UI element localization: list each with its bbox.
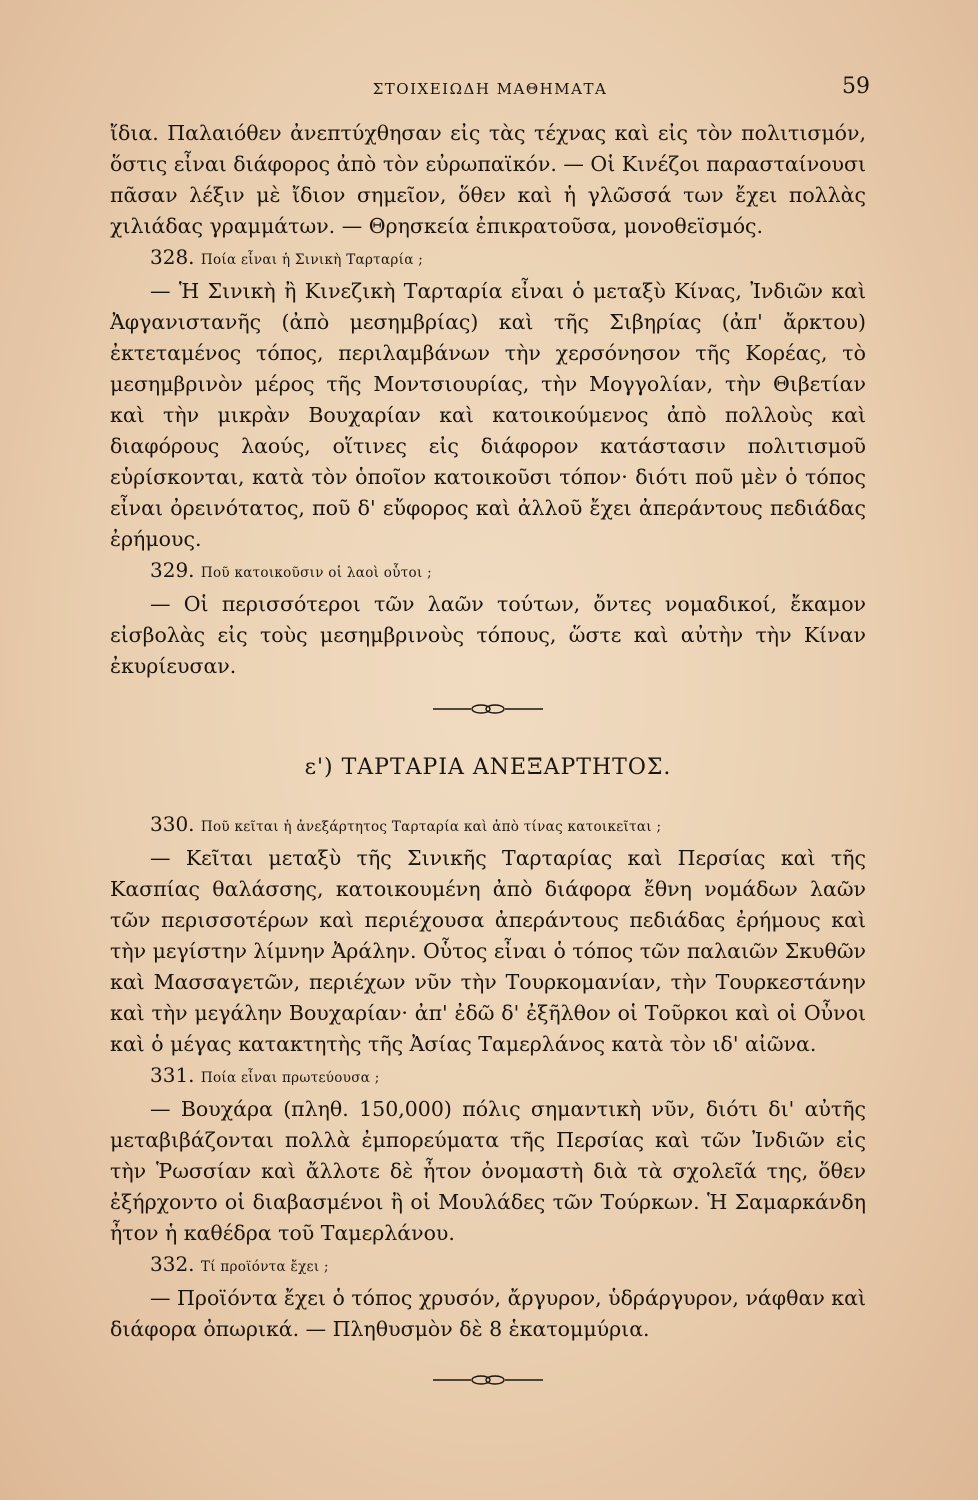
question-text: Ποῦ κατοικοῦσιν οἱ λαοὶ οὗτοι ; [200,565,432,581]
question-328 [110,242,866,276]
question-number: 330. [150,812,195,836]
question-text: Ποία εἶναι πρωτεύουσα ; [200,1070,380,1086]
question-331 [110,1060,866,1094]
continuation-paragraph: ἴδια. Παλαιόθεν ἀνεπτύχθησαν εἰς τὰς τέχνας καὶ εἰς τὸν πολιτισμόν, ὅστις εἶναι διάφορος ἀπὸ τὸν εὐρωπαϊκόν. — Οἱ Κινέζοι παρασταίνουσι πᾶσαν λέξιν μὲ ἴδιον σημεῖον, ὅθεν καὶ ἡ γλῶσσά των ἔχει πολλὰς χιλιάδας γραμμάτων. — Θρησκεία ἐπικρατοῦσα, μονοθεϊσμός. [110,121,866,238]
answer-330: — Κεῖται μεταξὺ τῆς Σινικῆς Ταρταρίας καὶ Περσίας καὶ τῆς Κασπίας θαλάσσης, κατοικουμένη ἀπὸ διάφορα ἔθνη νομάδων λαῶν τῶν περισσοτέρων καὶ περιέχουσα ἀπεράντους πεδιάδας ἐρήμους καὶ τὴν μεγίστην λίμνην Ἀράλην. Οὗτος εἶναι ὁ τόπος τῶν παλαιῶν Σκυθῶν καὶ Μασσαγετῶν, περιέχων νῦν τὴν Τουρκομανίαν, τὴν Τουρκεστάνην καὶ τὴν μεγάλην Βουχαρίαν· ἀπ' ἐδῶ δ' ἐξῆλθον οἱ Τοῦρκοι καὶ οἱ Οὖνοι καὶ ὁ μέγας κατακτητὴς τῆς Ἀσίας Ταμερλάνος κατὰ τὸν ιδ' αἰῶνα. [110,846,867,1056]
ornament-icon [433,1373,543,1387]
running-title: ΣΤΟΙΧΕΙΩΔΗ ΜΑΘΗΜΑΤΑ [372,80,608,98]
ornament-divider [110,682,866,732]
question-number: 328. [150,245,195,269]
question-text: Ποῦ κεῖται ἡ ἀνεξάρτητος Ταρταρία καὶ ἀπὸ τίνας κατοικεῖται ; [200,819,662,835]
answer-329: — Οἱ περισσότεροι τῶν λαῶν τούτων, ὄντες νομαδικοί, ἔκαμον εἰσβολὰς εἰς τοὺς μεσημβρινοὺς τόπους, ὥστε καὶ αὐτὴν τὴν Κίναν ἐκυρίευσαν. [110,592,866,678]
answer-332: — Προϊόντα ἔχει ὁ τόπος χρυσόν, ἄργυρον, ὑδράργυρον, νάφθαν καὶ διάφορα ὀπωρικά. — Πληθυσμὸν δὲ 8 ἑκατομμύρια. [110,1286,866,1341]
ornament-divider-end [110,1355,866,1405]
question-329 [110,555,866,589]
question-text: Ποία εἶναι ἡ Σινικὴ Ταρταρία ; [200,252,424,268]
page-number: 59 [842,74,870,99]
section-title: ε') ΤΑΡΤΑΡΙΑ ΑΝΕΞΑΡΤΗΤΟΣ. [304,755,672,780]
question-number: 332. [150,1252,195,1276]
answer-328: — Ἡ Σινικὴ ἢ Κινεζικὴ Ταρταρία εἶναι ὁ μεταξὺ Κίνας, Ἰνδιῶν καὶ Ἀφγανιστανῆς (ἀπὸ μεσημβρίας) καὶ τῆς Σιβηρίας (ἀπ' ἄρκτου) ἐκτεταμένος τόπος, περιλαμβάνων τὴν χερσόνησον τῆς Κορέας, τὸ μεσημβρινὸν μέρος τῆς Μοντσιουρίας, τὴν Μογγολίαν, τὴν Θιβετίαν καὶ τὴν μικρὰν Βουχαρίαν καὶ κατοικούμενος ἀπὸ πολλοὺς καὶ διαφόρους λαούς, οἵτινες εἰς διάφορον κατάστασιν πολιτισμοῦ εὑρίσκονται, κατὰ τὸν ὁποῖον κατοικοῦσι τόπον· διότι ποῦ μὲν ὁ τόπος εἶναι ὀρεινότατος, ποῦ δ' εὔφορος καὶ ἀλλοῦ ἔχει ἀπεράντους πεδιάδας ἐρήμους. [110,279,866,551]
ornament-icon [433,702,543,716]
page-body [110,118,866,1405]
page-header [110,76,870,106]
question-number: 329. [150,558,195,582]
question-text: Τί προϊόντα ἔχει ; [200,1259,329,1275]
answer-331: — Βουχάρα (πληθ. 150,000) πόλις σημαντικὴ νῦν, διότι δι' αὐτῆς μεταβιβάζονται πολλὰ ἐμπορεύματα τῆς Περσίας καὶ τῶν Ἰνδιῶν εἰς τὴν Ῥωσσίαν καὶ ἄλλοτε δὲ ἦτον ὀνομαστὴ διὰ τὰ σχολεῖά της, ὅθεν ἐξήρχοντο οἱ διαβασμένοι ἢ οἱ Μουλάδες τῶν Τούρκων. Ἡ Σαμαρκάνδη ἦτον ἡ καθέδρα τοῦ Ταμερλάνου. [110,1097,866,1245]
question-number: 331. [150,1063,195,1087]
question-332 [110,1249,866,1283]
question-330 [110,809,866,843]
